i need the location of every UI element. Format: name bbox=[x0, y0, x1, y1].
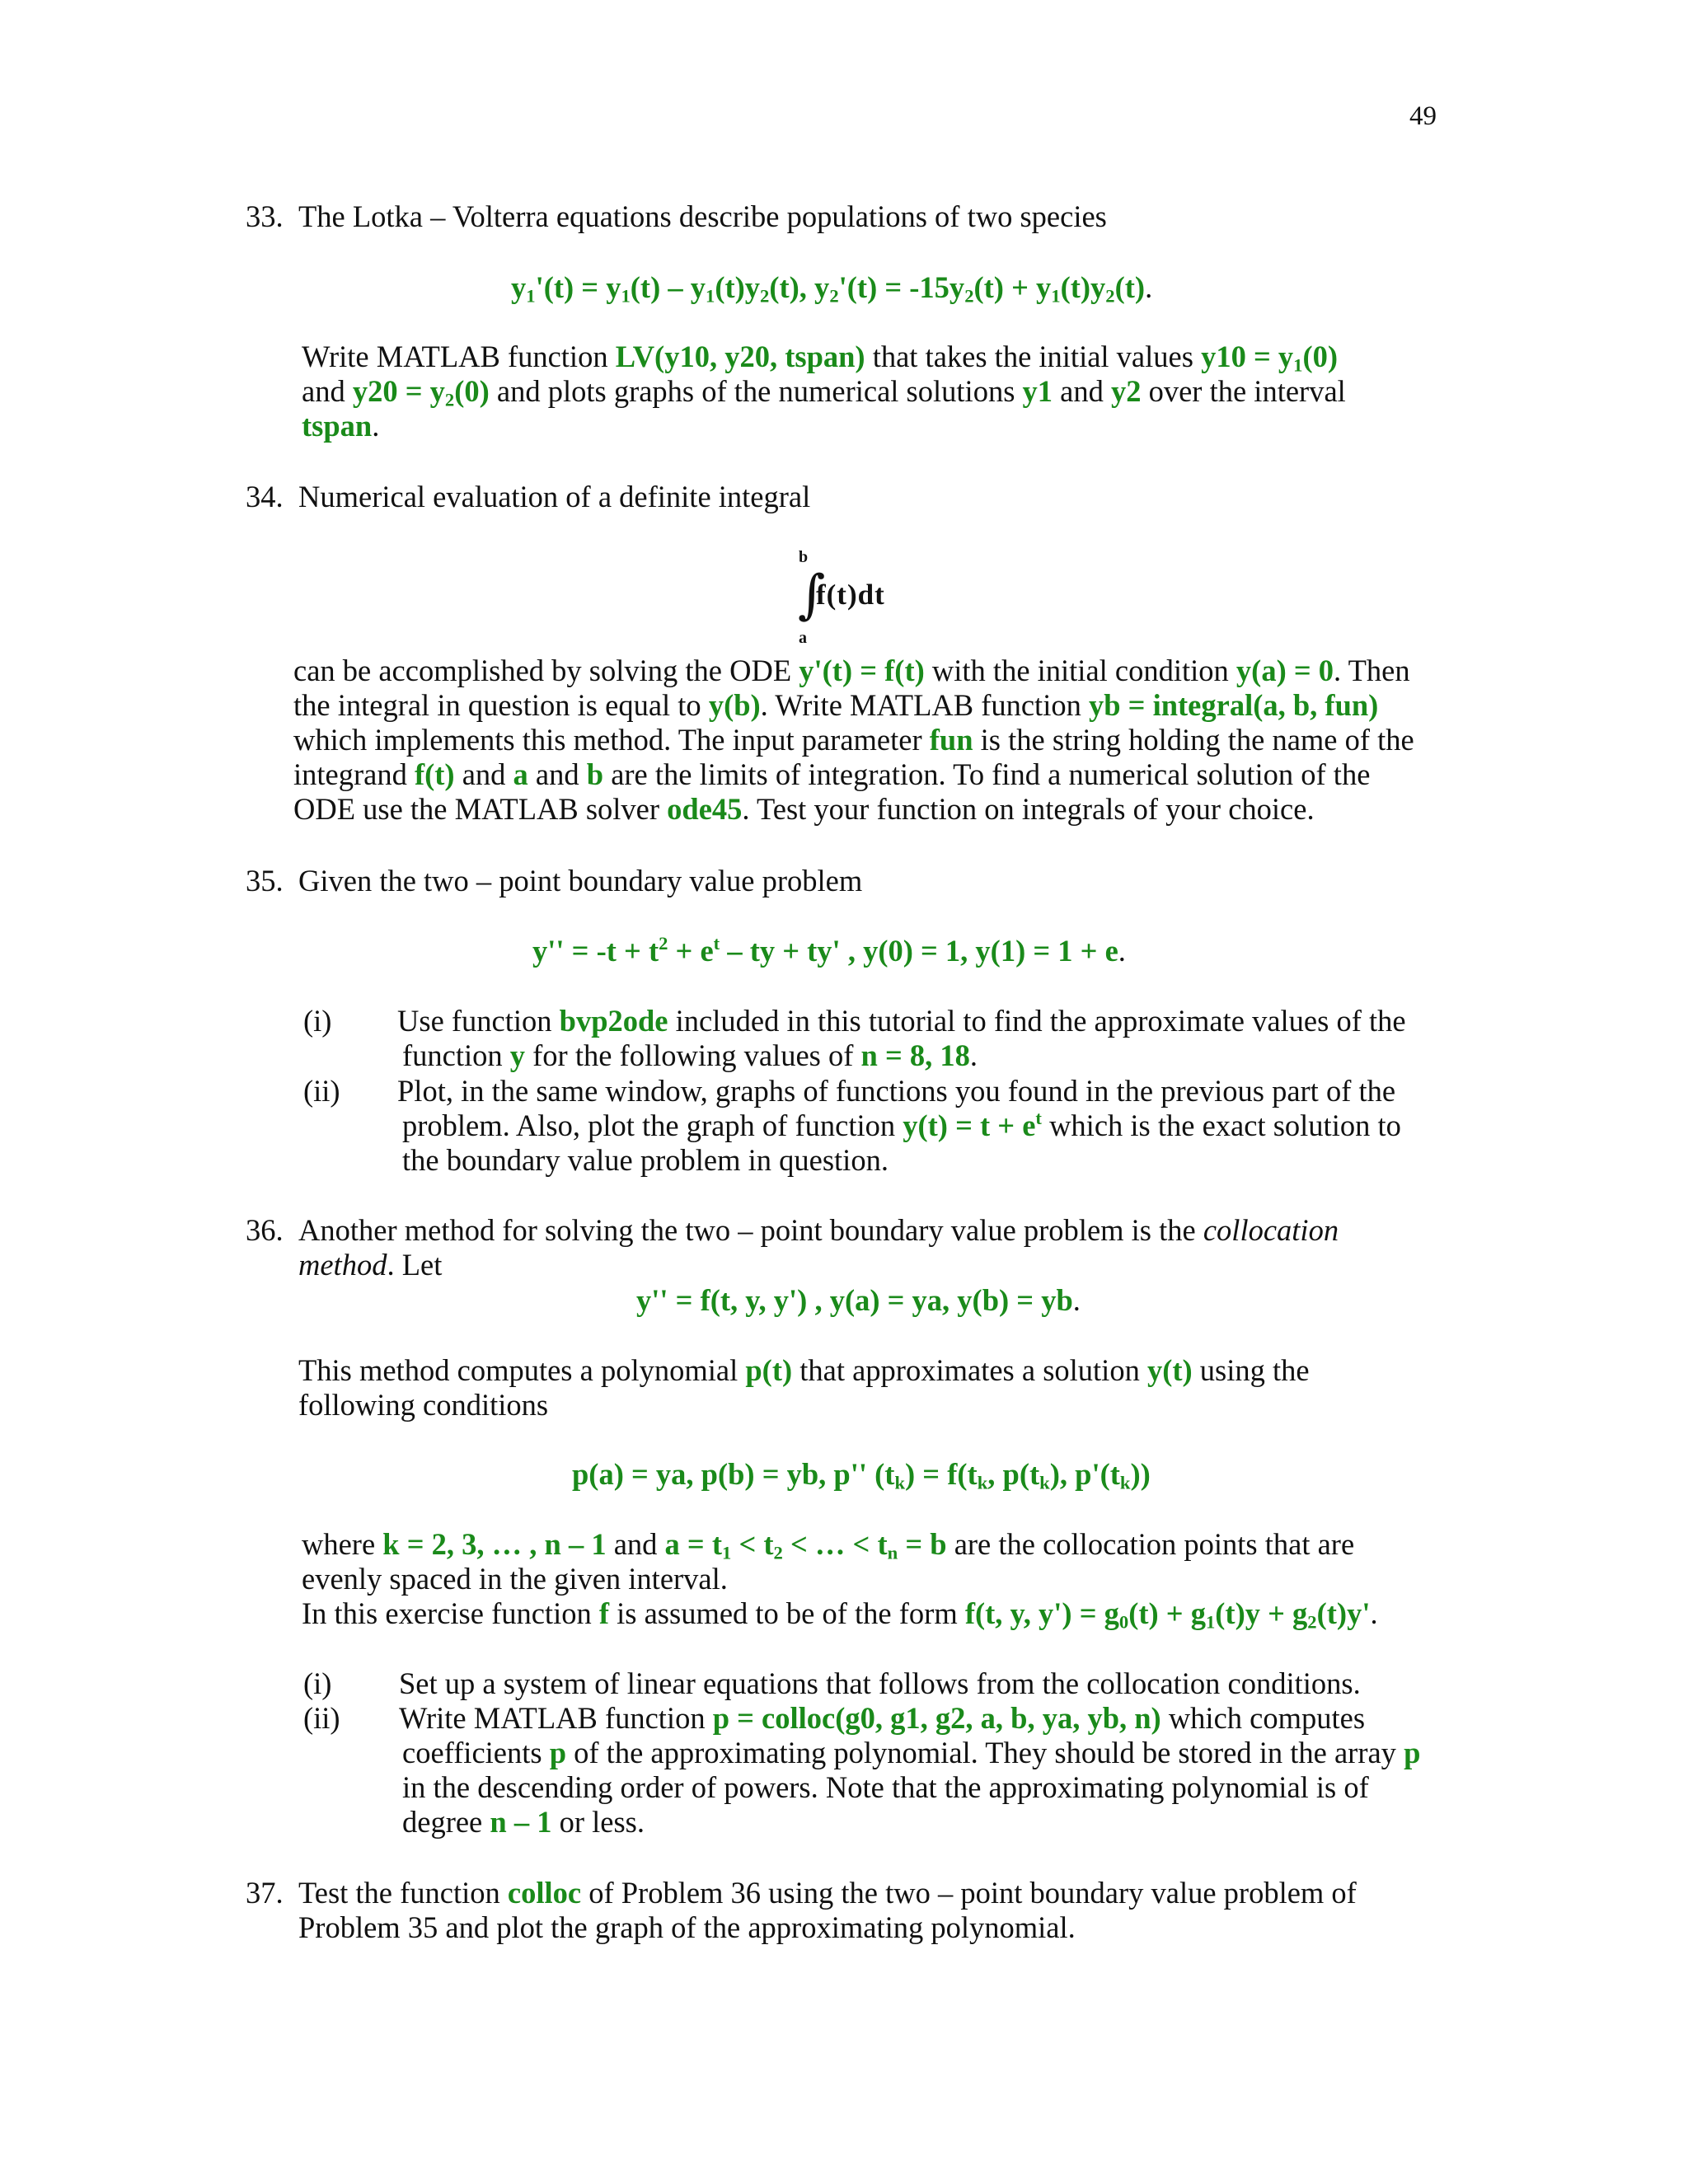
problem-36-where-line-3: In this exercise function f is assumed to be of the form f(t, y, $y') = g_0(t) + g_1(t)y + g_2(t)y'$. bbox=[302, 1596, 1378, 1633]
problem-35-part-ii-line-2: problem. Also, plot the graph of function $y(t) = t + e^t$ which is the exact solution to bbox=[402, 1107, 1401, 1142]
problem-35-intro: Given the two – point boundary value problem bbox=[298, 864, 863, 898]
problem-36-part-i-text: Set up a system of linear equations that follows from the collocation conditions. bbox=[399, 1666, 1361, 1700]
problem-33-line-1: Write MATLAB function LV(y10, y20, tspan) that takes the initial values $y10 = y_1(0)$ bbox=[302, 340, 1338, 376]
problem-33-number: 33. bbox=[246, 199, 284, 233]
problem-36-part-ii-line-4: degree n – 1 or less. bbox=[402, 1805, 645, 1839]
integral-sign: ∫ bbox=[798, 565, 826, 626]
problem-36-part-ii-label: (ii) bbox=[303, 1701, 340, 1735]
problem-34-line-3: which implements this method. The input parameter fun is the string holding the name of the bbox=[293, 723, 1414, 757]
problem-37-number: 37. bbox=[246, 1876, 284, 1910]
definite-integral bbox=[791, 544, 907, 651]
problem-35-part-ii-line-1: Plot, in the same window, graphs of functions you found in the previous part of the bbox=[397, 1074, 1396, 1108]
problem-34-line-2: the integral in question is equal to y(b). Write MATLAB function yb = integral(a, b, fun) bbox=[293, 688, 1379, 722]
page-number: 49 bbox=[1409, 101, 1437, 131]
problem-37-line-2: Problem 35 and plot the graph of the approximating polynomial. bbox=[298, 1910, 1076, 1944]
problem-36-part-ii-line-2: coefficients p of the approximating polynomial. They should be stored in the array p bbox=[402, 1736, 1421, 1769]
integral-lower-limit: a bbox=[799, 629, 807, 647]
problem-36-line-4: following conditions bbox=[298, 1388, 549, 1422]
problem-36-line-3: This method computes a polynomial p(t) that approximates a solution y(t) using the bbox=[298, 1353, 1310, 1387]
lotka-volterra-equation: $y_1'(t) = y_1(t) - y_1(t)y_2(t)$, $y_2'(t) = -15y_2(t) + y_1(t)y_2(t)$. bbox=[511, 270, 1153, 307]
integral-upper-limit: b bbox=[799, 548, 809, 566]
problem-35-part-i-line-1: Use function bvp2ode included in this tutorial to find the approximate values of the bbox=[397, 1004, 1406, 1038]
problem-33-intro: The Lotka – Volterra equations describe populations of two species bbox=[298, 199, 1107, 233]
problem-35-part-ii-line-3: the boundary value problem in question. bbox=[402, 1143, 889, 1177]
problem-36-where-line-1: where k = 2, 3, … , n – 1 and $a = t_1 < t_2$ < … < $t_n = b$ are the collocation points that are bbox=[302, 1527, 1355, 1563]
problem-34-line-5: ODE use the MATLAB solver ode45. Test your function on integrals of your choice. bbox=[293, 792, 1315, 826]
problem-36-line-1: Another method for solving the two – point boundary value problem is the collocation bbox=[298, 1213, 1339, 1247]
problem-35-part-ii-label: (ii) bbox=[303, 1074, 340, 1108]
problem-34-line-1: can be accomplished by solving the ODE y'(t) = f(t) with the initial condition y(a) = 0. Then bbox=[293, 654, 1410, 687]
problem-36-part-i-label: (i) bbox=[303, 1666, 332, 1700]
problem-34-intro: Numerical evaluation of a definite integral bbox=[298, 480, 811, 513]
problem-37-line-1: Test the function colloc of Problem 36 using the two – point boundary value problem of bbox=[298, 1876, 1357, 1910]
problem-35-part-i-label: (i) bbox=[303, 1004, 332, 1038]
problem-34-line-4: integrand f(t) and a and b are the limits of integration. To find a numerical solution of the bbox=[293, 757, 1371, 791]
bvp-equation: $y'' = -t + t^2 + e^t$ – ty + ty' , y(0) = 1, y(1) = 1 + e. bbox=[532, 932, 1126, 968]
problem-36-line-2: method. Let bbox=[298, 1248, 443, 1282]
problem-33-line-3: tspan. bbox=[302, 409, 380, 443]
problem-36-part-ii-line-1: Write MATLAB function p = colloc(g0, g1, g2, a, b, ya, yb, n) which computes bbox=[399, 1701, 1366, 1735]
problem-33-line-2: and $y20 = y_2(0)$ and plots graphs of the numerical solutions y1 and y2 over the interval bbox=[302, 374, 1346, 410]
problem-35-number: 35. bbox=[246, 864, 284, 898]
collocation-conditions: p(a) = ya, p(b) = yb, p'' $(t_k) = f(t_k$, $p(t_k)$, $p'(t_k)$) bbox=[572, 1457, 1151, 1493]
integrand: f(t)dt bbox=[816, 579, 885, 611]
problem-36-part-ii-line-3: in the descending order of powers. Note that the approximating polynomial is of bbox=[402, 1770, 1369, 1804]
problem-34-number: 34. bbox=[246, 480, 284, 513]
collocation-bvp-equation: y'' = f(t, y, y') , y(a) = ya, y(b) = yb. bbox=[636, 1283, 1081, 1317]
problem-36-where-line-2: evenly spaced in the given interval. bbox=[302, 1562, 728, 1596]
problem-35-part-i-line-2: function y for the following values of n = 8, 18. bbox=[402, 1038, 978, 1072]
problem-36-number: 36. bbox=[246, 1213, 284, 1247]
